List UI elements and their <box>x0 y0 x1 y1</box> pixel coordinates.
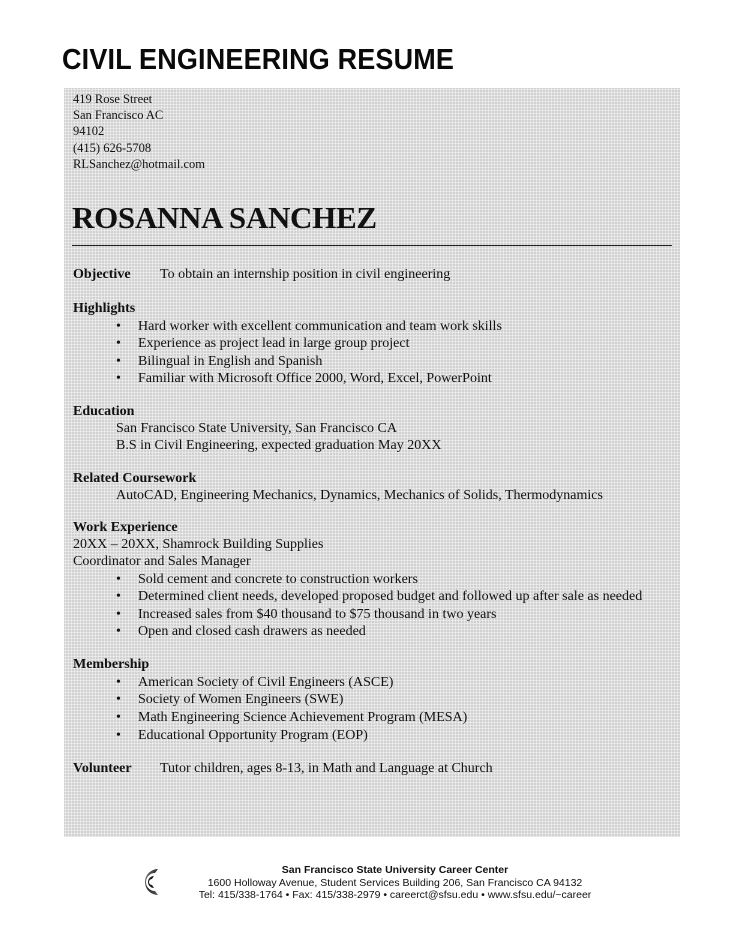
bullet-icon: • <box>116 624 121 639</box>
divider-line <box>72 245 672 246</box>
work-heading: Work Experience <box>73 520 178 535</box>
candidate-name: ROSANNA SANCHEZ <box>72 200 377 235</box>
work-item: Sold cement and concrete to construction workers <box>138 572 418 587</box>
coursework-heading: Related Coursework <box>73 471 197 486</box>
bullet-icon: • <box>116 607 121 622</box>
footer-title: San Francisco State University Career Center <box>281 864 509 876</box>
work-role: Coordinator and Sales Manager <box>73 554 251 569</box>
membership-item: Society of Women Engineers (SWE) <box>138 692 344 707</box>
sfsu-logo-icon <box>134 864 164 900</box>
coursework-text: AutoCAD, Engineering Mechanics, Dynamics, Mechanics of Solids, Thermodynamics <box>116 488 603 503</box>
footer-contact: Tel: 415/338-1764 • Fax: 415/338-2979 • careerct@sfsu.edu • www.sfsu.edu/~career <box>198 889 592 901</box>
membership-heading: Membership <box>73 657 150 672</box>
contact-city: San Francisco AC <box>73 108 164 123</box>
volunteer-text: Tutor children, ages 8-13, in Math and Language at Church <box>160 761 493 776</box>
objective-heading: Objective <box>73 267 131 282</box>
highlight-item: Familiar with Microsoft Office 2000, Word, Excel, PowerPoint <box>138 371 492 386</box>
highlights-heading: Highlights <box>73 301 136 316</box>
work-item: Increased sales from $40 thousand to $75 thousand in two years <box>138 607 497 622</box>
bullet-icon: • <box>116 728 121 743</box>
bullet-icon: • <box>116 710 121 725</box>
footer-address: 1600 Holloway Avenue, Student Services Building 206, San Francisco CA 94132 <box>207 876 583 889</box>
membership-item: Math Engineering Science Achievement Program (MESA) <box>138 710 468 725</box>
contact-street: 419 Rose Street <box>73 92 153 106</box>
bullet-icon: • <box>116 354 121 369</box>
education-degree: B.S in Civil Engineering, expected graduation May 20XX <box>116 438 442 453</box>
bullet-icon: • <box>116 319 121 334</box>
bullet-icon: • <box>116 572 121 587</box>
volunteer-heading: Volunteer <box>73 761 132 776</box>
membership-item: American Society of Civil Engineers (ASCE) <box>138 675 394 690</box>
highlight-item: Bilingual in English and Spanish <box>138 354 323 369</box>
contact-zip: 94102 <box>73 124 105 139</box>
education-heading: Education <box>73 404 135 419</box>
work-item: Determined client needs, developed proposed budget and followed up after sale as needed <box>138 589 643 604</box>
bullet-icon: • <box>116 371 121 386</box>
education-school: San Francisco State University, San Francisco CA <box>116 421 397 436</box>
bullet-icon: • <box>116 675 121 690</box>
contact-phone: (415) 626-5708 <box>73 140 152 155</box>
contact-email: RLSanchez@hotmail.com <box>73 156 205 171</box>
bullet-icon: • <box>116 692 121 707</box>
contact-block <box>73 91 205 172</box>
document-title: CIVIL ENGINEERING RESUME <box>62 44 455 76</box>
highlight-item: Experience as project lead in large group project <box>138 336 410 351</box>
work-item: Open and closed cash drawers as needed <box>138 624 366 639</box>
bullet-icon: • <box>116 336 121 351</box>
membership-item: Educational Opportunity Program (EOP) <box>138 728 368 743</box>
work-employer: 20XX – 20XX, Shamrock Building Supplies <box>73 537 324 552</box>
highlight-item: Hard worker with excellent communication and team work skills <box>138 319 502 334</box>
objective-text: To obtain an internship position in civil engineering <box>160 267 451 282</box>
footer <box>185 864 605 902</box>
bullet-icon: • <box>116 589 121 604</box>
